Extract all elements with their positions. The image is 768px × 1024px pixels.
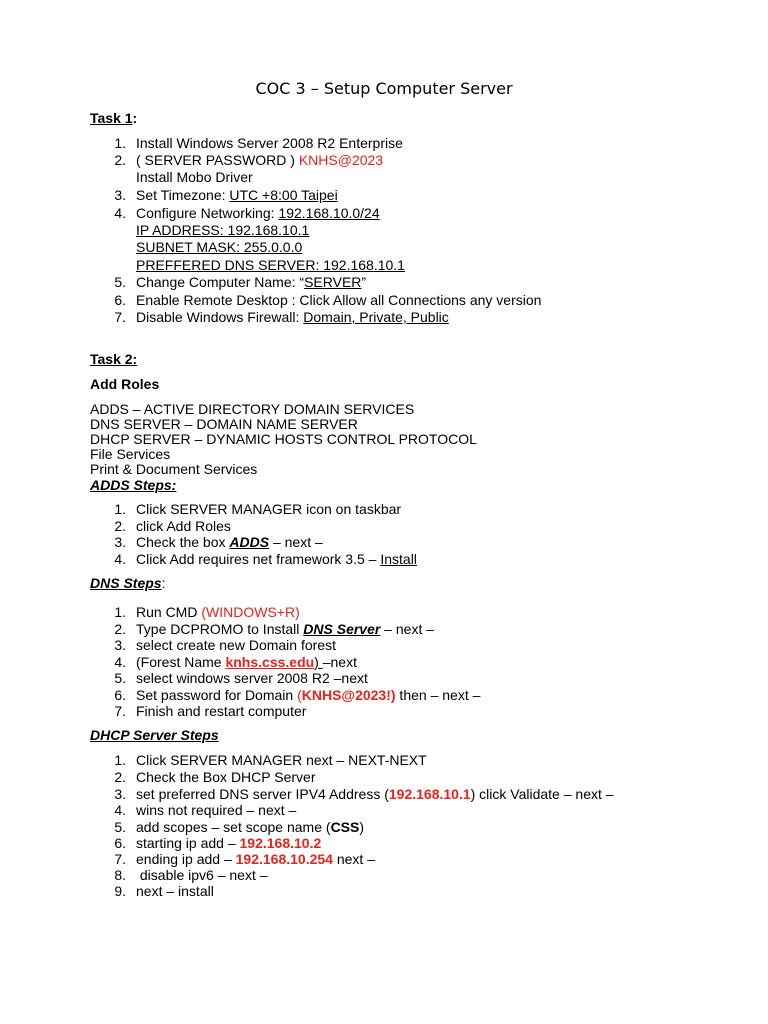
task1-item xyxy=(136,152,383,169)
adds-item xyxy=(136,501,401,518)
dns-item-num: 2. xyxy=(114,621,126,637)
task1-item-num: 2. xyxy=(114,152,126,168)
timezone-value: UTC +8:00 Taipei xyxy=(229,187,338,203)
domain-password-value: KNHS@2023!) xyxy=(301,687,396,703)
dhcp-item-after: ) click Validate – next – xyxy=(470,786,614,802)
dhcp-item-num: 8. xyxy=(114,867,126,883)
dns-item-text: select windows server 2008 R2 –next xyxy=(136,670,368,686)
dns-steps-heading xyxy=(90,575,165,592)
dhcp-item-text: set preferred DNS server IPV4 Address ( xyxy=(136,786,389,802)
dns-item-text: Type DCPROMO to Install xyxy=(136,621,304,637)
dhcp-item-num: 2. xyxy=(114,769,126,785)
task1-item-text: Install Mobo Driver xyxy=(136,169,253,185)
dhcp-item-num: 7. xyxy=(114,851,126,867)
dns-item-num: 5. xyxy=(114,670,126,686)
role-line: Print & Document Services xyxy=(90,461,258,477)
dhcp-item xyxy=(136,819,364,836)
forest-name-paren: ) xyxy=(314,654,323,670)
task1-item-num: 3. xyxy=(114,187,126,203)
task1-item-text: Set Timezone: xyxy=(136,187,230,203)
firewall-value: Domain, Private, Public xyxy=(303,309,449,325)
dns-item-after: then – next – xyxy=(395,687,481,703)
role-line: File Services xyxy=(90,446,171,462)
dhcp-item-text: next – install xyxy=(136,883,214,899)
domain-password-paren: ( xyxy=(297,687,302,703)
task1-item-text: ( SERVER PASSWORD ) xyxy=(136,152,299,168)
dhcp-item-num: 9. xyxy=(114,883,126,899)
dhcp-item-text: disable ipv6 – next – xyxy=(136,867,268,883)
dhcp-item xyxy=(136,851,375,868)
adds-item-text: Click SERVER MANAGER icon on taskbar xyxy=(136,501,402,517)
dns-item xyxy=(136,687,480,704)
dhcp-item-text: ending ip add – xyxy=(136,851,236,867)
add-roles-heading: Add Roles xyxy=(90,376,160,392)
dhcp-item-num: 5. xyxy=(114,819,126,835)
dns-item-num: 1. xyxy=(114,604,126,620)
dhcp-item-text: add scopes – set scope name ( xyxy=(136,819,331,835)
dhcp-item-text: Click SERVER MANAGER next – NEXT-NEXT xyxy=(136,752,427,768)
adds-item-num: 2. xyxy=(114,518,126,534)
dhcp-item xyxy=(136,867,268,884)
forest-name-value: knhs.css.edu xyxy=(225,654,315,670)
dhcp-item-num: 4. xyxy=(114,802,126,818)
task1-item-num: 5. xyxy=(114,274,126,290)
adds-item-num: 4. xyxy=(114,551,126,567)
task1-item xyxy=(136,205,380,222)
install-link-text: Install xyxy=(380,551,417,567)
task1-item xyxy=(136,292,541,309)
task1-heading-text: Task 1 xyxy=(90,110,133,126)
dhcp-item-text: Check the Box DHCP Server xyxy=(136,769,316,785)
dns-item-num: 3. xyxy=(114,637,126,653)
task1-item-num: 1. xyxy=(114,135,126,151)
dhcp-item-num: 6. xyxy=(114,835,126,851)
dhcp-item-after: next – xyxy=(332,851,375,867)
server-password-value: KNHS@2023 xyxy=(298,152,384,168)
scope-name-value: CSS xyxy=(330,819,360,835)
adds-item-num: 3. xyxy=(114,534,126,550)
dns-item xyxy=(136,604,300,621)
dns-item-num: 6. xyxy=(114,687,126,703)
dhcp-item-after: ) xyxy=(359,819,365,835)
task1-item xyxy=(136,309,449,326)
document-title: COC 3 – Setup Computer Server xyxy=(255,79,513,98)
dns-item-text: Run CMD xyxy=(136,604,202,620)
adds-item-text: click Add Roles xyxy=(136,518,231,534)
dns-steps-heading-colon: : xyxy=(161,575,166,591)
task1-item xyxy=(136,187,338,204)
role-line: DHCP SERVER – DYNAMIC HOSTS CONTROL PROTOCOL xyxy=(90,431,477,447)
task1-item-text: Enable Remote Desktop : Click Allow all Connections any version xyxy=(136,292,542,308)
dhcp-item xyxy=(136,786,614,803)
dns-server-line: PREFFERED DNS SERVER: 192.168.10.1 xyxy=(136,257,405,273)
dhcp-item-text: starting ip add – xyxy=(136,835,240,851)
network-value: 192.168.10.0/24 xyxy=(278,205,380,221)
dns-item-num: 7. xyxy=(114,703,126,719)
task1-heading-colon: : xyxy=(132,110,138,126)
dns-server-emphasis: DNS Server xyxy=(303,621,381,637)
adds-item-text: Click Add requires net framework 3.5 – xyxy=(136,551,381,567)
computer-name-value: SERVER xyxy=(304,274,362,290)
task1-item-num: 6. xyxy=(114,292,126,308)
dns-item-text: select create new Domain forest xyxy=(136,637,336,653)
dns-item-text: Set password for Domain xyxy=(136,687,298,703)
adds-item xyxy=(136,534,323,551)
dns-ipv4-value: 192.168.10.1 xyxy=(388,786,471,802)
dns-item xyxy=(136,654,357,671)
dns-item-after: –next xyxy=(322,654,357,670)
task1-item-num: 4. xyxy=(114,205,126,221)
start-ip-value: 192.168.10.2 xyxy=(239,835,322,851)
task1-heading xyxy=(90,110,137,127)
dhcp-item xyxy=(136,752,427,769)
dns-item xyxy=(136,670,368,687)
adds-item-num: 1. xyxy=(114,501,126,517)
task1-item xyxy=(136,135,403,152)
adds-item xyxy=(136,518,231,535)
dns-item-num: 4. xyxy=(114,654,126,670)
dhcp-item-text: wins not required – next – xyxy=(136,802,297,818)
run-shortcut: (WINDOWS+R) xyxy=(201,604,300,620)
role-line: ADDS – ACTIVE DIRECTORY DOMAIN SERVICES xyxy=(90,401,415,417)
dhcp-steps-heading: DHCP Server Steps xyxy=(90,727,219,743)
dns-item-after: – next – xyxy=(380,621,435,637)
dns-item-text: (Forest Name xyxy=(136,654,226,670)
task1-item-text: Disable Windows Firewall: xyxy=(136,309,304,325)
adds-item-text: Check the box xyxy=(136,534,230,550)
dhcp-item xyxy=(136,835,321,852)
adds-item-after: – next – xyxy=(269,534,323,550)
task1-item-after: ” xyxy=(361,274,367,290)
dhcp-item-num: 1. xyxy=(114,752,126,768)
dns-item xyxy=(136,637,336,654)
task1-item-continuation xyxy=(136,169,253,186)
dns-steps-heading-text: DNS Steps xyxy=(90,575,162,591)
adds-emphasis: ADDS xyxy=(229,534,270,550)
dns-item xyxy=(136,621,434,638)
dhcp-item xyxy=(136,769,315,786)
ip-address-line: IP ADDRESS: 192.168.10.1 xyxy=(136,222,310,238)
adds-item xyxy=(136,551,417,568)
task1-item xyxy=(136,274,366,291)
dhcp-item xyxy=(136,883,214,900)
role-line: DNS SERVER – DOMAIN NAME SERVER xyxy=(90,416,358,432)
task1-item-num: 7. xyxy=(114,309,126,325)
adds-steps-heading: ADDS Steps: xyxy=(90,477,177,493)
dhcp-item-num: 3. xyxy=(114,786,126,802)
subnet-mask-line: SUBNET MASK: 255.0.0.0 xyxy=(136,239,303,255)
dhcp-item xyxy=(136,802,296,819)
dns-item-text: Finish and restart computer xyxy=(136,703,307,719)
task1-item-text: Configure Networking: xyxy=(136,205,279,221)
task1-item-text: Change Computer Name: “ xyxy=(136,274,305,290)
dns-item xyxy=(136,703,306,720)
task1-item-text: Install Windows Server 2008 R2 Enterprise xyxy=(136,135,403,151)
task2-heading: Task 2: xyxy=(90,351,138,367)
end-ip-value: 192.168.10.254 xyxy=(235,851,333,867)
